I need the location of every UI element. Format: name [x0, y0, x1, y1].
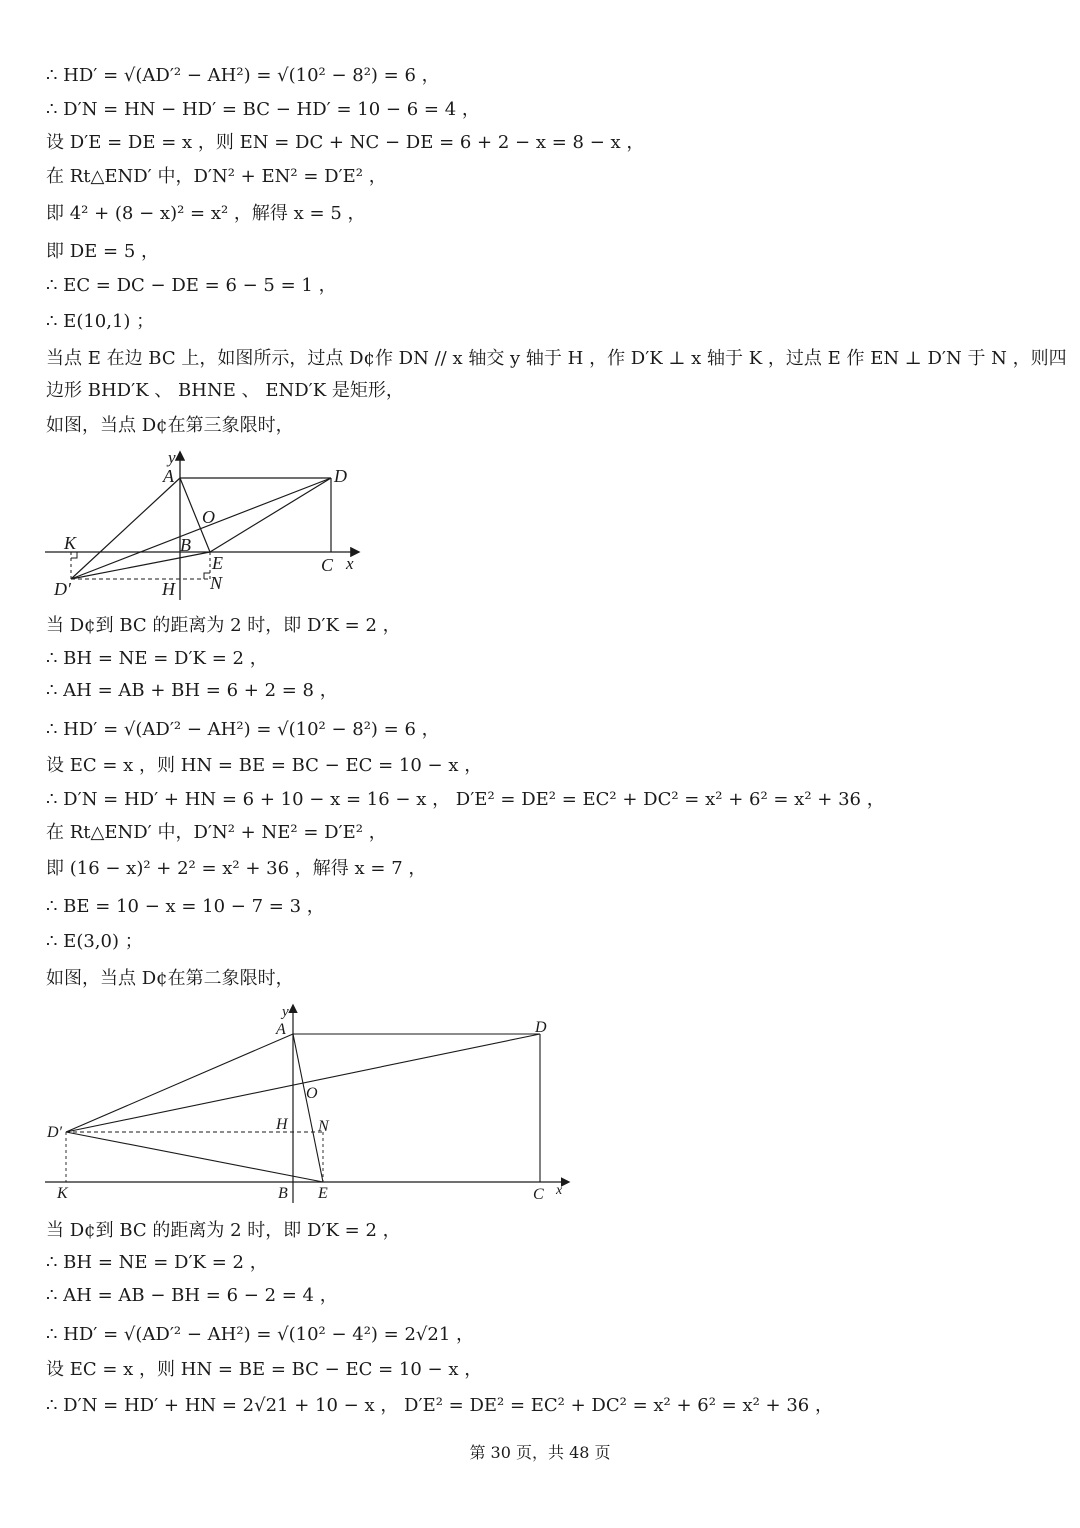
figure-third-quadrant [40, 445, 370, 605]
text-line: 即 (16 − x)² + 2² = x² + 36 ，解得 x = 7 ， [46, 858, 427, 879]
text-line: 即 4² + (8 − x)² = x² ，解得 x = 5 ， [46, 203, 366, 224]
label-N: N [210, 573, 223, 593]
label-y: y [282, 1004, 289, 1020]
label-C: C [321, 555, 334, 575]
label-C: C [533, 1186, 544, 1203]
text-line: 边形 BHD′K 、 BHNE 、 END′K 是矩形， [46, 380, 404, 401]
label-x: x [346, 554, 354, 573]
text-line: ∴ HD′ = √(AD′² − AH²) = √(10² − 8²) = 6 ， [46, 719, 440, 740]
segment-DpE [66, 1132, 323, 1182]
segment-ED [210, 478, 331, 552]
label-E: E [318, 1185, 328, 1202]
label-Dprime: D′ [54, 579, 71, 599]
text-line: ∴ D′N = HD′ + HN = 6 + 10 − x = 16 − x ， D′E² = DE² = EC² + DC² = x² + 6² = x² + 36 ， [46, 789, 885, 810]
text-line: 设 EC = x ，则 HN = BE = BC − EC = 10 − x ， [46, 755, 483, 776]
segment-DpE [71, 552, 210, 579]
label-H: H [162, 579, 175, 599]
text-line: 当 D¢到 BC 的距离为 2 时，即 D′K = 2 ， [46, 615, 401, 636]
text-line: ∴ E(3,0) ； [46, 931, 143, 952]
figure-second-quadrant [40, 998, 580, 1208]
text-line: 设 EC = x ，则 HN = BE = BC − EC = 10 − x ， [46, 1359, 483, 1380]
page-footer: 第 30 页，共 48 页 [469, 1443, 611, 1462]
text-line: 在 Rt△END′ 中，D′N² + NE² = D′E² ， [46, 822, 387, 843]
text-line: ∴ AH = AB + BH = 6 + 2 = 8 ， [46, 680, 338, 701]
text-line: ∴ E(10,1) ； [46, 311, 155, 332]
text-line: ∴ BE = 10 − x = 10 − 7 = 3 ， [46, 896, 325, 917]
text-line: ∴ BH = NE = D′K = 2 ， [46, 648, 268, 669]
label-K: K [57, 1185, 68, 1202]
text-line: ∴ EC = DC − DE = 6 − 5 = 1 ， [46, 275, 337, 296]
label-D: D [334, 466, 347, 486]
text-line: ∴ HD′ = √(AD′² − AH²) = √(10² − 4²) = 2√21 ， [46, 1324, 475, 1345]
segment-DpD [66, 1034, 540, 1132]
text-line: ∴ HD′ = √(AD′² − AH²) = √(10² − 8²) = 6 ， [46, 65, 440, 86]
text-line: 在 Rt△END′ 中，D′N² + EN² = D′E² ， [46, 166, 387, 187]
label-A: A [276, 1021, 286, 1038]
label-H: H [276, 1116, 288, 1133]
segment-DpA [71, 478, 180, 579]
label-A: A [163, 466, 174, 486]
text-line: ∴ BH = NE = D′K = 2 ， [46, 1252, 268, 1273]
text-line: 如图，当点 D¢在第三象限时， [46, 415, 294, 436]
text-line: ∴ D′N = HN − HD′ = BC − HD′ = 10 − 6 = 4 ， [46, 99, 480, 120]
text-line: 当点 E 在边 BC 上，如图所示，过点 D¢作 DN // x 轴交 y 轴于 H ，作 D′K ⊥ x 轴于 K ，过点 E 作 EN ⊥ D′N 于 N ，则四 [46, 348, 1067, 369]
label-E: E [212, 553, 223, 573]
label-D: D [535, 1019, 547, 1036]
label-N: N [318, 1118, 329, 1135]
text-line: 设 D′E = DE = x ，则 EN = DC + NC − DE = 6 + 2 − x = 8 − x ， [46, 132, 645, 153]
text-line: 当 D¢到 BC 的距离为 2 时，即 D′K = 2 ， [46, 1220, 401, 1241]
label-K: K [64, 533, 77, 553]
label-B: B [180, 535, 191, 555]
text-line: ∴ D′N = HD′ + HN = 2√21 + 10 − x ， D′E² = DE² = EC² + DC² = x² + 6² = x² + 36 ， [46, 1395, 833, 1416]
label-y: y [168, 448, 176, 467]
segment-DpD [71, 478, 331, 579]
segment-DpA [66, 1034, 293, 1132]
text-line: 即 DE = 5 ， [46, 241, 159, 262]
text-line: 如图，当点 D¢在第二象限时， [46, 968, 294, 989]
segment-AE [293, 1034, 323, 1182]
label-O: O [306, 1085, 318, 1102]
label-Dprime: D′ [47, 1124, 63, 1141]
label-O: O [202, 507, 215, 527]
label-B: B [278, 1185, 288, 1202]
text-line: ∴ AH = AB − BH = 6 − 2 = 4 ， [46, 1285, 338, 1306]
label-x: x [556, 1183, 563, 1198]
